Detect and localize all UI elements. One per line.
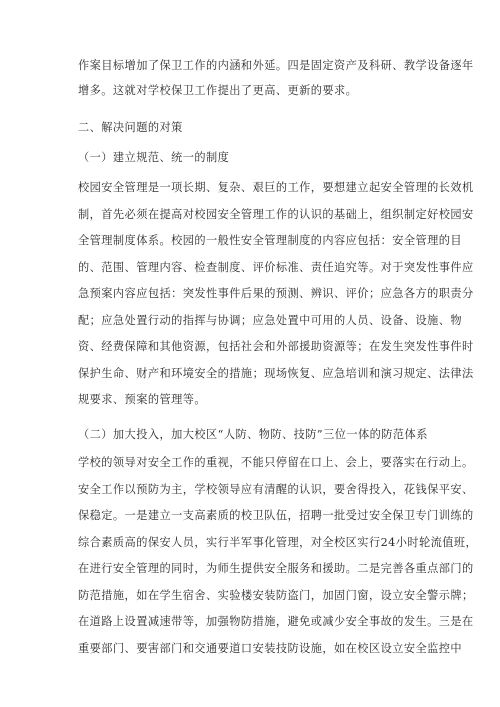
paragraph-line-12: 学校的领导对安全工作的重视，不能只停留在口上、会上，要落实在行动上。 — [78, 456, 474, 469]
subsection-heading-2: （二）加大投入，加大校区“人防、物防、技防”三位一体的防范体系 — [78, 428, 428, 441]
paragraph-line-7: 急预案内容应包括：突发性事件后果的预测、辨识、评价；应急各方的职责分 — [78, 287, 474, 300]
paragraph-line-2: 增多。这就对学校保卫工作提出了更高、更新的要求。 — [78, 84, 358, 97]
paragraph-line-9: 资、经费保障和其他资源，包括社会和外部援助资源等；在发生突发性事件时 — [78, 340, 474, 353]
paragraph-line-19: 重要部门、要害部门和交通要道口安装技防设施，如在校区设立安全监控中 — [78, 642, 463, 655]
paragraph-line-15: 综合素质高的保安人员，实行半军事化管理，对全校区实行24小时轮流值班， — [78, 536, 478, 549]
paragraph-line-1: 作案目标增加了保卫工作的内涵和外延。四是固定资产及科研、教学设备逐年 — [78, 59, 474, 72]
paragraph-line-14: 保稳定。一是建立一支高素质的校卫队伍，招聘一批受过安全保卫专门训练的 — [78, 509, 474, 522]
paragraph-line-3: 校园安全管理是一项长期、复杂、艰巨的工作，要想建立起安全管理的长效机 — [78, 181, 474, 194]
subsection-heading-1: （一）建立规范、统一的制度 — [78, 151, 230, 164]
paragraph-line-4: 制，首先必须在提高对校园安全管理工作的认识的基础上，组织制定好校园安 — [78, 208, 474, 221]
section-heading: 二、解决问题的对策 — [78, 121, 183, 134]
paragraph-line-17: 防范措施，如在学生宿舍、实验楼安装防盗门，加固门窗，设立安全警示牌； — [78, 589, 474, 602]
paragraph-line-11: 规要求、预案的管理等。 — [78, 393, 207, 406]
paragraph-line-13: 安全工作以预防为主，学校领导应有清醒的认识，要舍得投入，花钱保平安、 — [78, 483, 474, 496]
paragraph-line-6: 的、范围、管理内容、检查制度、评价标准、责任追究等。对于突发性事件应 — [78, 261, 474, 274]
paragraph-line-16: 在进行安全管理的同时，为师生提供安全服务和援助。二是完善各重点部门的 — [78, 562, 474, 575]
paragraph-line-18: 在道路上设置减速带等，加强物防措施，避免或减少安全事故的发生。三是在 — [78, 615, 474, 628]
paragraph-line-8: 配；应急处置行动的指挥与协调；应急处置中可用的人员、设备、设施、物 — [78, 314, 463, 327]
paragraph-line-10: 保护生命、财产和环境安全的措施；现场恢复、应急培训和演习规定、法律法 — [78, 367, 474, 380]
paragraph-line-5: 全管理制度体系。校园的一般性安全管理制度的内容应包括：安全管理的目 — [78, 234, 463, 247]
